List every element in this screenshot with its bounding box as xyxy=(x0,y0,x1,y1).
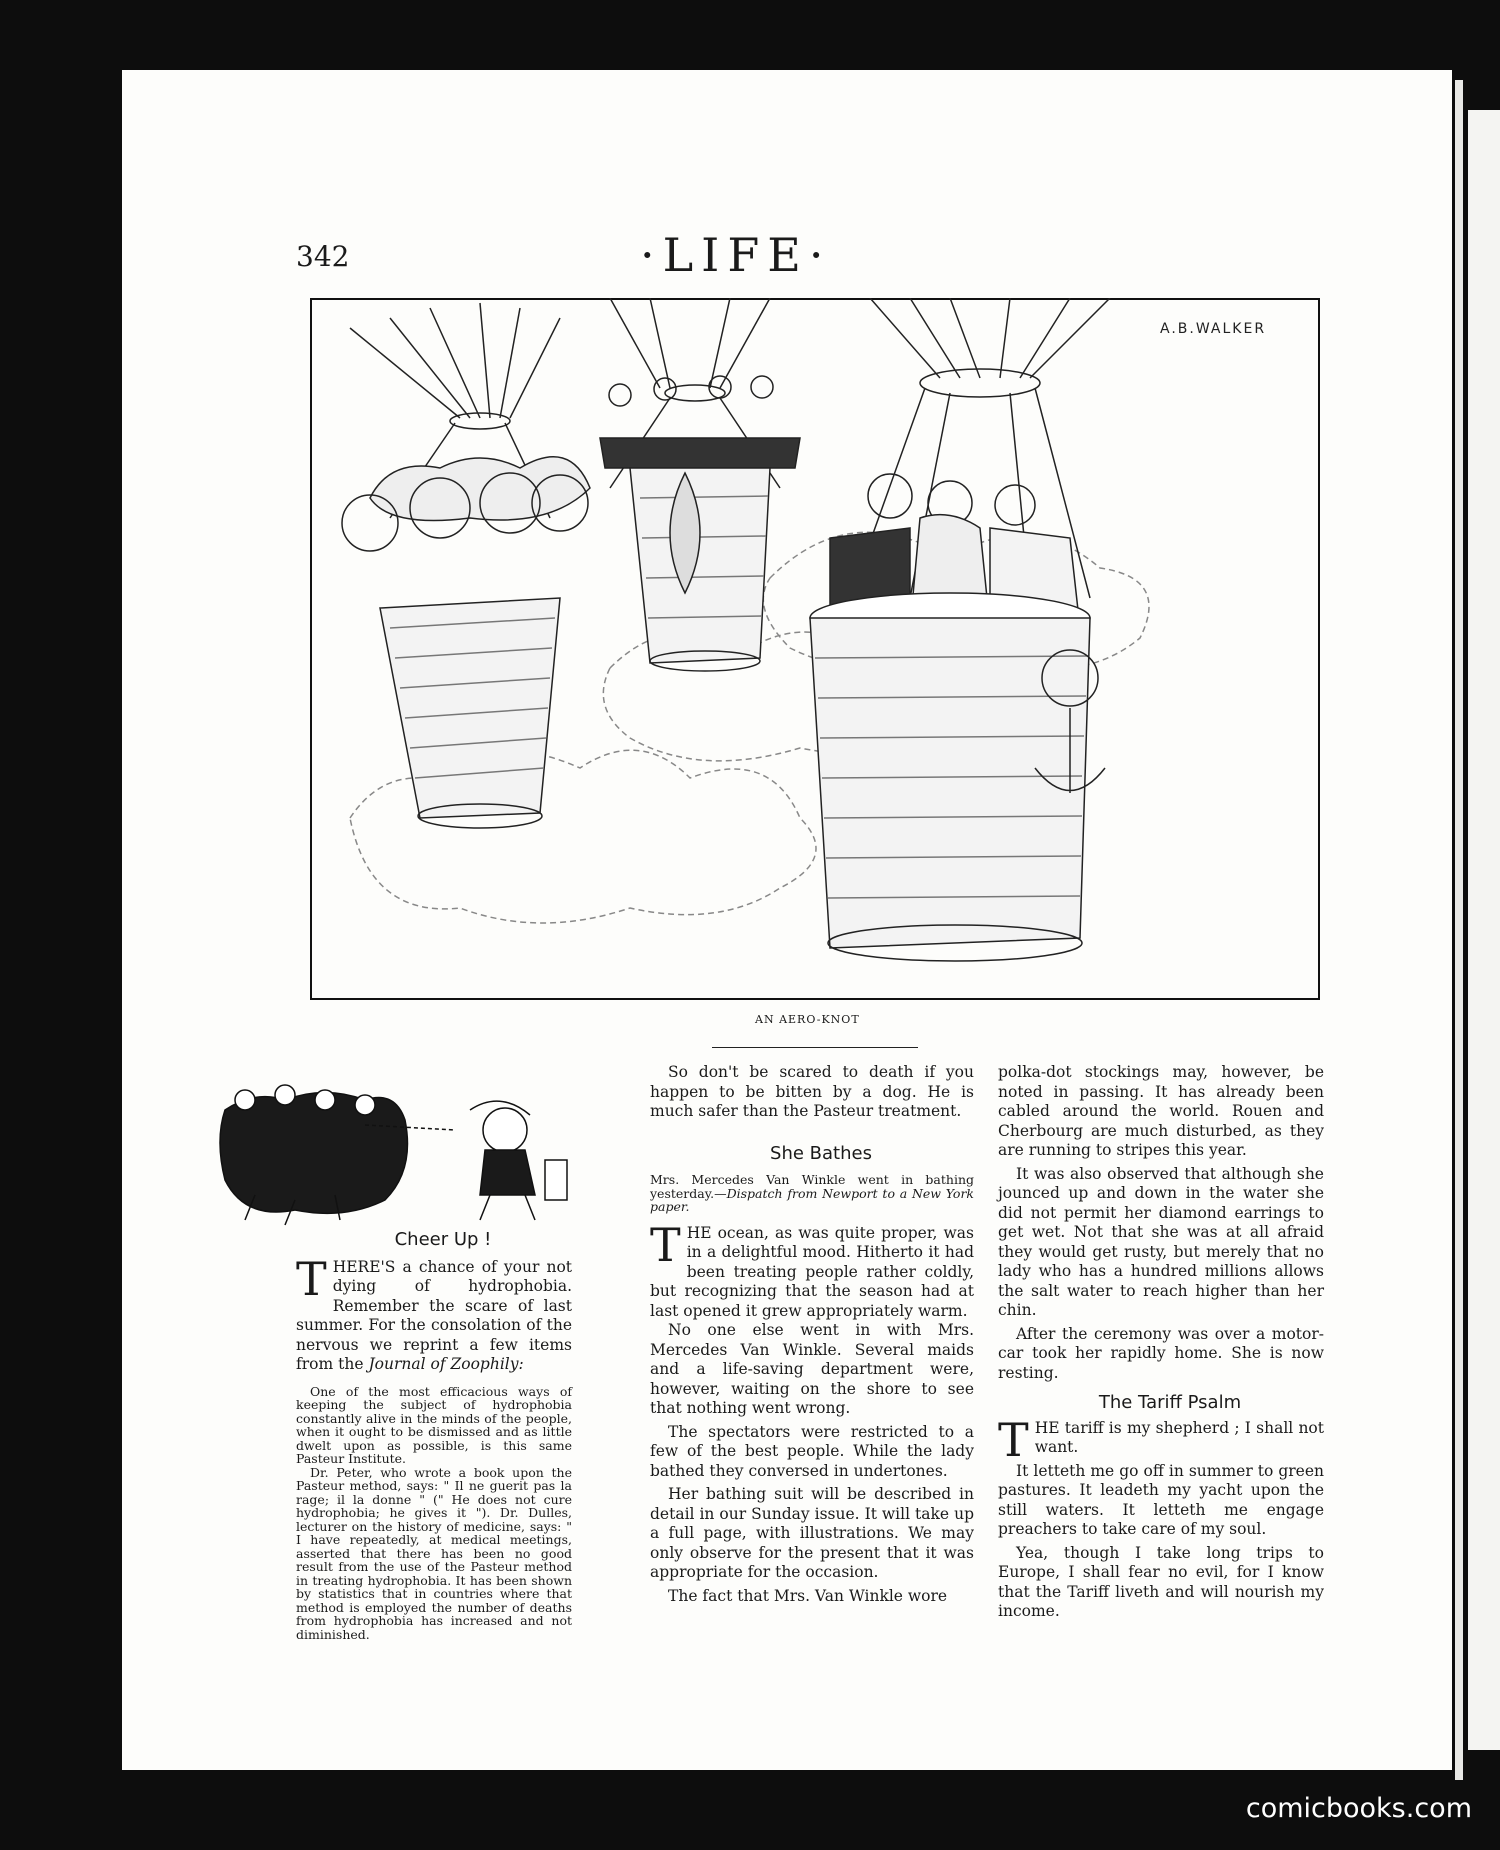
drop-cap: T xyxy=(296,1251,327,1306)
page-spine xyxy=(1455,80,1463,1780)
article-paragraph: It was also observed that although she jounced up and down in the water she did not permit her diamond earrings to get wet. Not that she was at all afraid they would get rusty, but merely that no lady who has a hundred millions allows the salt water to reach higher than her chin. xyxy=(998,1164,1324,1319)
cheer-up-title: Cheer Up ! xyxy=(394,1229,492,1250)
masthead: ·LIFE· xyxy=(640,228,832,282)
column-cheer-up xyxy=(296,1230,572,1641)
illustration-caption: AN AERO-KNOT xyxy=(755,1013,860,1026)
column-she-bathes xyxy=(650,1063,974,1606)
quote-paragraph: Dr. Peter, who wrote a book upon the Pasteur method, says: " Il ne guerit pas la rage; il la donne " (" He does not cure hydrophobia; he gives it "). Dr. Dulles, lecturer on the history of medicine, says: " I have repeatedly, at medical meetings, asserted that there has been no good result from the use of the Pasteur method in treating hydrophobia. It has been shown by statistics that in countries where that method is employed the number of deaths from hydrophobia has increased and not diminished. xyxy=(296,1464,572,1642)
article-paragraph: The spectators were restricted to a few of the best people. While the lady bathed they conversed in undertones. xyxy=(650,1422,974,1480)
article-paragraph: polka-dot stockings may, however, be noted in passing. It has already been cabled around the world. Rouen and Cherbourg are much disturbed, as they are running to stripes this year. xyxy=(998,1063,1324,1159)
article-paragraph: No one else went in with Mrs. Mercedes Van Winkle. Several maids and a life-saving department were, however, waiting on the shore to see that nothing went wrong. xyxy=(650,1321,974,1417)
psalm-verse: Yea, though I take long trips to Europe, I shall fear no evil, for I know that the Tariff liveth and will nourish my income. xyxy=(998,1543,1324,1620)
continuation-paragraph: So don't be scared to death if you happen to be bitten by a dog. He is much safer than the Pasteur treatment. xyxy=(650,1063,974,1120)
tariff-psalm-title: The Tariff Psalm xyxy=(1098,1392,1242,1413)
aero-knot-illustration xyxy=(310,298,1320,1000)
article-paragraph: Her bathing suit will be described in detail in our Sunday issue. It will take up a full page, with illustrations. We may only observe for the present that it was appropriate for the occasion. xyxy=(650,1485,974,1581)
quote-paragraph: One of the most efficacious ways of keeping the subject of hydrophobia constantly alive in the minds of the people, when it ought to be dismissed and as little dwelt upon as possible, is this same Pasteur Institute. xyxy=(296,1383,572,1466)
facing-page-edge xyxy=(1468,110,1500,1750)
drop-cap: T xyxy=(650,1217,681,1272)
she-bathes-title: She Bathes xyxy=(770,1142,872,1164)
cheer-up-intro: HERE'S a chance of your not dying of hydrophobia. Remember the scare of last summer. For the consolation of the nervous we reprint a few items from the xyxy=(296,1257,572,1373)
dog-chase-cartoon xyxy=(215,1070,605,1230)
journal-title: Journal of Zoophily: xyxy=(368,1355,524,1373)
article-paragraph: After the ceremony was over a motor-car took her rapidly home. She is now resting. xyxy=(998,1324,1324,1382)
psalm-verse: It letteth me go off in summer to green pastures. It leadeth my yacht upon the still waters. It letteth me engage preachers to take care of my soul. xyxy=(998,1461,1324,1538)
drop-cap: T xyxy=(998,1412,1029,1467)
artist-signature: A.B.WALKER xyxy=(1160,321,1267,337)
watermark: comicbooks.com xyxy=(1245,1793,1472,1824)
psalm-verse: HE tariff is my shepherd ; I shall not want. xyxy=(1034,1418,1324,1456)
article-paragraph: The fact that Mrs. Van Winkle wore xyxy=(668,1586,948,1605)
caption-rule xyxy=(712,1047,918,1048)
column-tariff-psalm xyxy=(998,1063,1324,1622)
epigraph: Mrs. Mercedes Van Winkle went in bathing yesterday.—Dispatch from Newport to a New York paper. xyxy=(650,1172,974,1214)
article-paragraph: HE ocean, as was quite proper, was in a delightful mood. Hitherto it had been treating people rather coldly, but recognizing that the season had at last opened it grew appropriately warm. xyxy=(650,1223,974,1320)
page-number: 342 xyxy=(296,240,350,273)
